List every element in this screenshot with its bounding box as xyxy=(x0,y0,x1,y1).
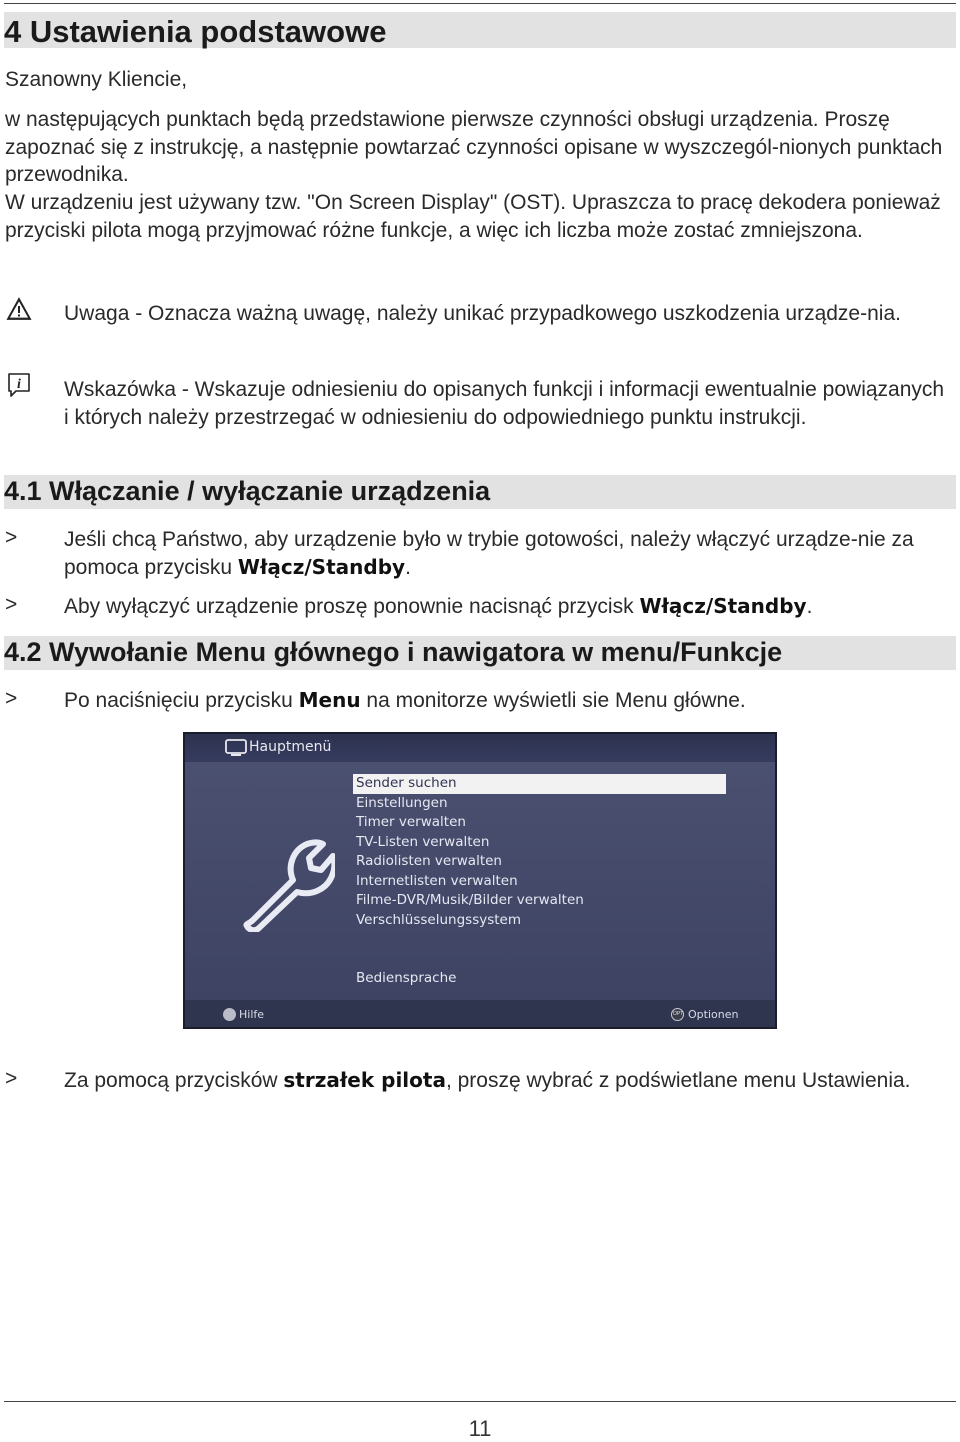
help-button-icon xyxy=(223,1008,236,1021)
tv-icon xyxy=(225,739,247,762)
tv-menu-item-language[interactable]: Bediensprache xyxy=(356,970,457,986)
bullet-marker: > xyxy=(5,526,18,549)
instruction-text-end: . xyxy=(405,555,411,579)
arrow-keys-instruction xyxy=(64,1067,949,1095)
main-menu-screenshot xyxy=(183,732,777,1029)
tv-menu-list xyxy=(353,774,733,930)
section-4-2-title: 4.2 Wywołanie Menu głównego i nawigatora w menu/Funkcje xyxy=(4,637,783,667)
standby-key-label: Włącz/Standby xyxy=(237,554,406,579)
opt-badge: OPT xyxy=(673,1011,684,1017)
bottom-rule xyxy=(4,1401,956,1402)
greeting: Szanowny Kliencie, xyxy=(5,68,188,91)
tv-menu-item[interactable]: Einstellungen xyxy=(356,794,448,811)
menu-key-label: Menu xyxy=(298,688,361,712)
intro-paragraph-1: w następujących punktach będą przedstawione pierwsze czynności obsługi urządzenia. Proszę zapoznać się z instrukcję, a następnie powtarzać czynności opisane w wyszczegól-nionych punktach przewodnika. xyxy=(5,108,943,186)
tv-menu-title: Hauptmenü xyxy=(249,739,332,755)
instruction-text-end: na monitorze wyświetli sie Menu główne. xyxy=(360,689,746,712)
instruction-text: Jeśli chcą Państwo, aby urządzenie było w trybie gotowości, należy włączyć urządze-nie za pomoca przycisku xyxy=(64,528,914,579)
tv-menu-footer xyxy=(185,1000,775,1029)
help-label: Hilfe xyxy=(239,1008,265,1021)
bullet-marker: > xyxy=(5,687,18,710)
tv-menu-item[interactable]: Radiolisten verwalten xyxy=(356,853,502,869)
tv-menu-item-selected[interactable]: Sender suchen xyxy=(353,774,726,794)
wrench-icon xyxy=(235,832,335,937)
instruction-text: Aby wyłączyć urządzenie proszę ponownie nacisnąć przycisk xyxy=(64,595,640,618)
power-off-instruction xyxy=(64,593,949,621)
top-rule xyxy=(4,3,956,4)
info-icon xyxy=(6,372,32,403)
svg-text:i: i xyxy=(17,377,21,392)
options-button-icon xyxy=(671,1008,684,1021)
tv-menu-item[interactable]: Filme-DVR/Musik/Bilder verwalten xyxy=(356,892,584,908)
warning-icon xyxy=(6,297,32,326)
chapter-heading xyxy=(4,12,956,48)
tv-menu-item[interactable]: Verschlüsselungssystem xyxy=(356,911,522,928)
menu-key-instruction xyxy=(64,687,949,715)
tv-menu-item[interactable]: Timer verwalten xyxy=(356,814,466,830)
bullet-marker: > xyxy=(5,1067,18,1090)
chapter-title: 4 Ustawienia podstawowe xyxy=(4,14,387,49)
instruction-text-end: . xyxy=(806,595,813,618)
section-4-1-title: 4.1 Włączanie / wyłączanie urządzenia xyxy=(4,476,491,506)
tv-menu-item[interactable]: Internetlisten verwalten xyxy=(356,872,518,889)
instruction-text-end: , proszę wybrać z podświetlane menu Ustawienia. xyxy=(445,1069,911,1092)
bullet-marker: > xyxy=(5,593,18,616)
power-on-instruction xyxy=(64,526,949,581)
instruction-text: Po naciśnięciu przycisku xyxy=(64,689,299,712)
intro-paragraph-2: W urządzeniu jest używany tzw. "On Screen Display" (OST). Upraszcza to pracę dekodera ponieważ przyciski pilota mogą przyjmować różne funkcje, a więc ich liczba może zostać zmniejszona. xyxy=(5,191,941,242)
tv-menu-header xyxy=(185,734,775,762)
tv-menu-item[interactable]: TV-Listen verwalten xyxy=(356,833,490,850)
section-4-2-heading xyxy=(4,636,956,670)
arrow-keys-label: strzałek pilota xyxy=(283,1068,446,1092)
options-label: Optionen xyxy=(688,1008,739,1021)
standby-key-label: Włącz/Standby xyxy=(639,594,807,618)
instruction-text: Za pomocą przycisków xyxy=(64,1069,284,1092)
hint-note: Wskazówka - Wskazuje odniesieniu do opisanych funkcji i informacji ewentualnie powiązanych i których należy przestrzegać w odniesieniu do odpowiedniego punktu instrukcji. xyxy=(64,378,945,429)
page-number: 11 xyxy=(468,1416,492,1441)
section-4-1-heading xyxy=(4,475,956,509)
warning-note: Uwaga - Oznacza ważną uwagę, należy unikać przypadkowego uszkodzenia urządze-nia. xyxy=(64,302,901,325)
